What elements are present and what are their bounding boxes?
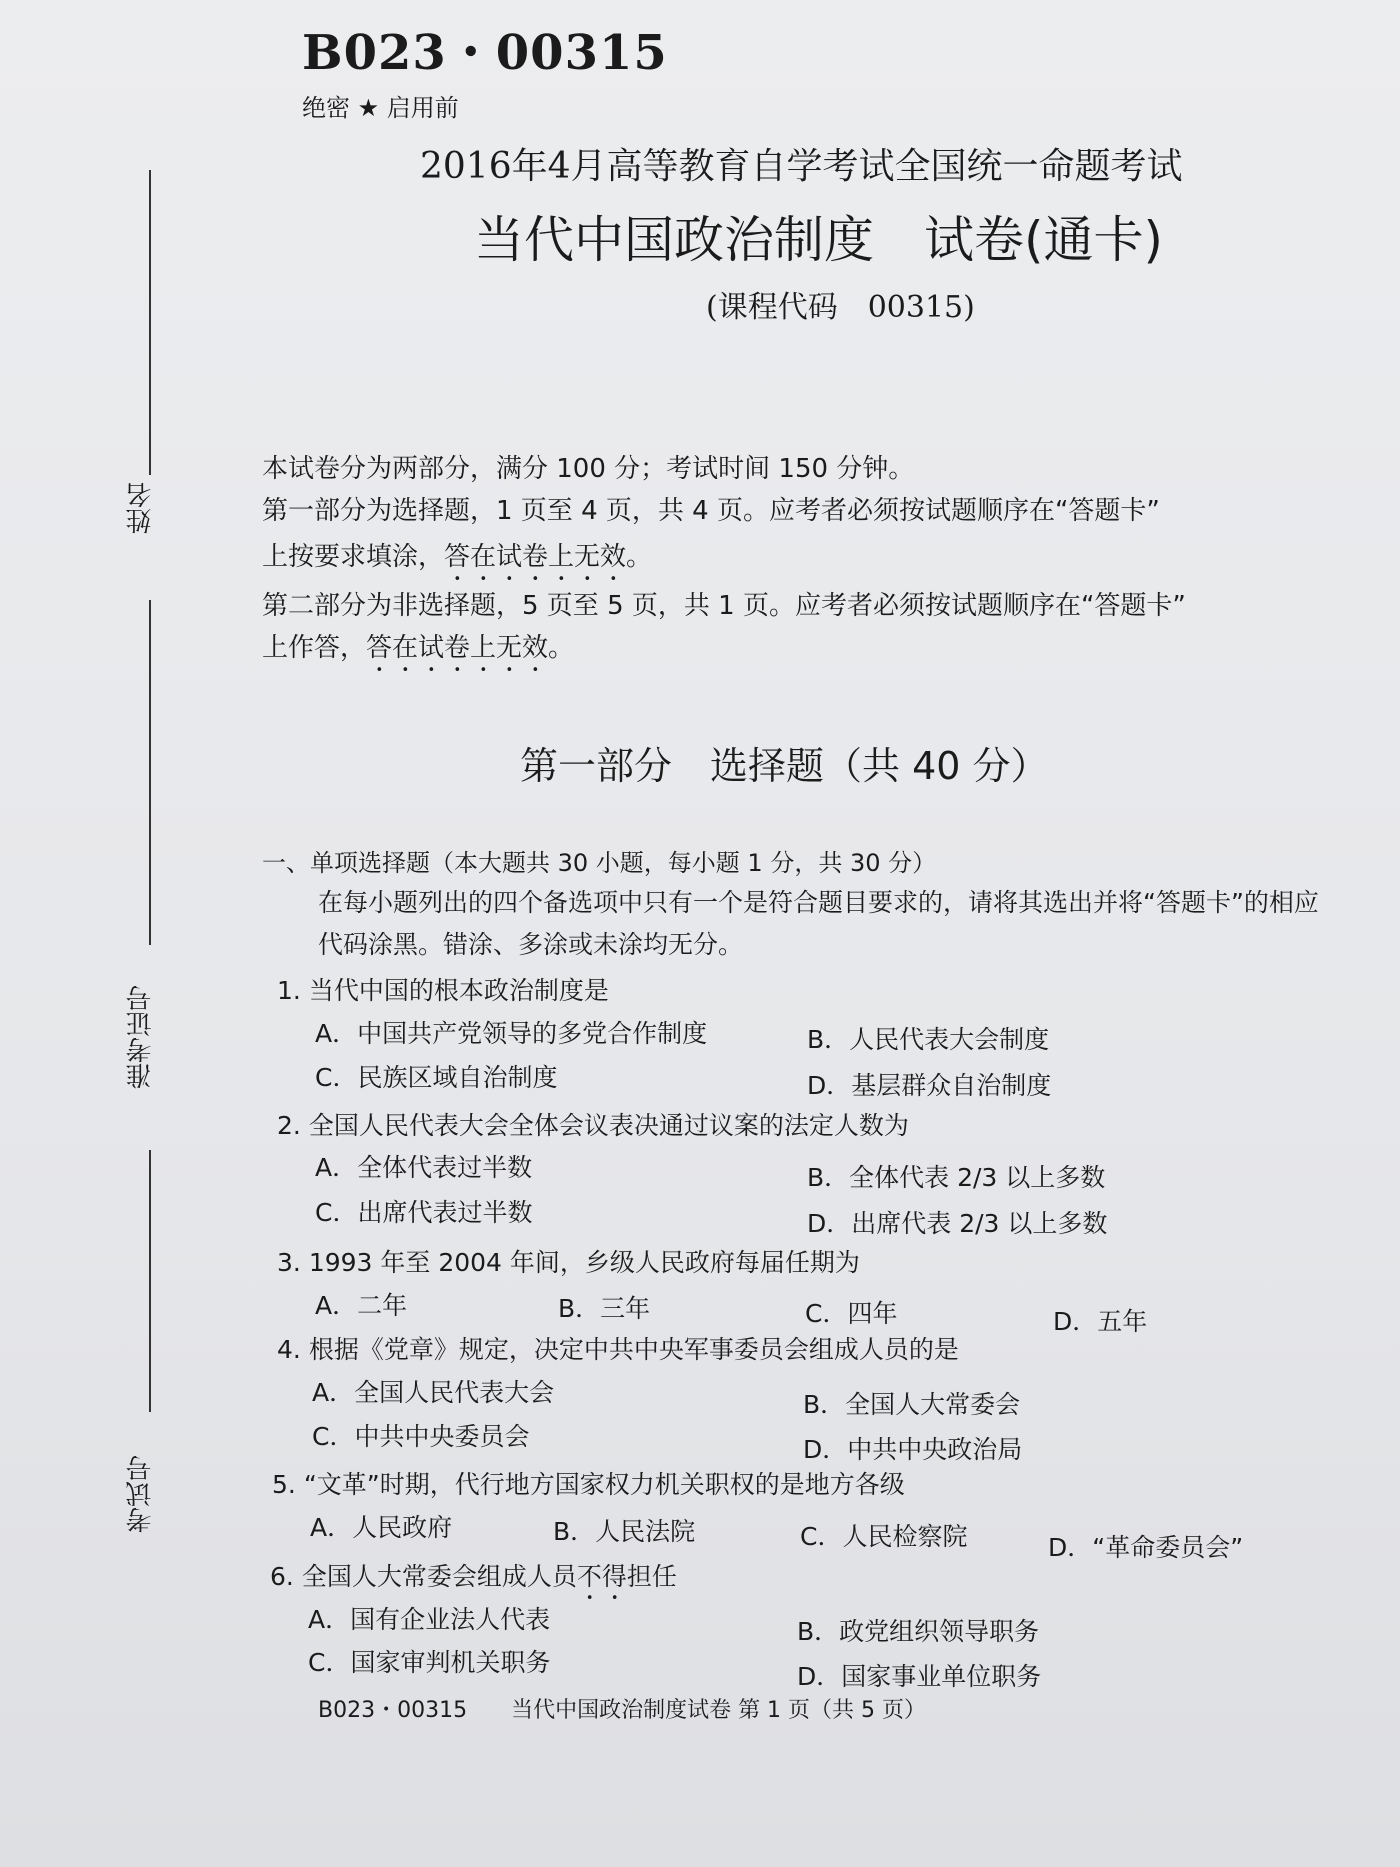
margin-label-admission-no: 准考证号 [126, 985, 156, 1089]
section-heading: 一、单项选择题（本大题共 30 小题，每小题 1 分，共 30 分） [262, 849, 937, 877]
margin-line-admission [149, 600, 151, 945]
instruction-line-1: 本试卷分为两部分，满分 100 分；考试时间 150 分钟。 [262, 454, 915, 484]
question-4-option-d: D．中共中央政治局 [803, 1435, 1023, 1464]
question-stem-emphasis: 不得 [576, 1562, 627, 1591]
question-3 [277, 1243, 860, 1279]
question-5-option-a: A．人民政府 [310, 1513, 453, 1542]
instruction-line-3-emphasis: 答在试卷上无效 [444, 542, 627, 572]
instruction-line-5-emphasis: 答在试卷上无效 [366, 633, 549, 663]
question-stem: 根据《党章》规定，决定中共中央军事委员会组成人员的是 [308, 1335, 959, 1364]
question-stem: 当代中国的根本政治制度是 [308, 976, 609, 1005]
instruction-line-3-post: 。 [626, 542, 653, 572]
instruction-line-5-pre: 上作答， [262, 633, 367, 663]
instruction-line-3-pre: 上按要求填涂， [262, 542, 445, 572]
instruction-line-5 [262, 627, 574, 678]
question-2-option-c: C．出席代表过半数 [315, 1198, 533, 1227]
margin-line-exam-no [149, 1150, 151, 1412]
question-6-option-a: A．国有企业法人代表 [308, 1605, 551, 1634]
question-2-option-d: D．出席代表 2/3 以上多数 [807, 1209, 1108, 1238]
instruction-line-4: 第二部分为非选择题，5 页至 5 页，共 1 页。应考者必须按试题顺序在“答题卡” [262, 591, 1186, 621]
question-1-option-a: A．中国共产党领导的多党合作制度 [315, 1019, 708, 1048]
question-number: 4. [277, 1335, 301, 1364]
question-number: 3. [277, 1248, 301, 1277]
question-4-option-c: C．中共中央委员会 [312, 1422, 530, 1451]
question-stem-post: 担任 [626, 1562, 677, 1591]
margin-label-exam-no: 考试号 [126, 1455, 156, 1533]
question-5 [272, 1465, 905, 1501]
exam-title: 2016年4月高等教育自学考试全国统一命题考试 [420, 146, 1183, 187]
question-number: 6. [270, 1562, 294, 1591]
question-stem: “文革”时期，代行地方国家权力机关职权的是地方各级 [303, 1470, 905, 1499]
question-6 [270, 1557, 677, 1606]
question-5-option-d: D．“革命委员会” [1048, 1533, 1244, 1562]
question-3-option-a: A．二年 [315, 1291, 408, 1320]
question-5-option-b: B．人民法院 [553, 1517, 696, 1546]
question-1 [277, 971, 609, 1007]
question-3-option-c: C．四年 [805, 1299, 898, 1328]
question-5-option-c: C．人民检察院 [800, 1522, 968, 1551]
paper-title: 当代中国政治制度 试卷(通卡) [474, 211, 1164, 269]
question-6-option-c: C．国家审判机关职务 [308, 1648, 551, 1677]
page-footer: B023・00315 当代中国政治制度试卷 第 1 页（共 5 页） [318, 1698, 927, 1723]
question-stem: 全国人民代表大会全体会议表决通过议案的法定人数为 [308, 1111, 909, 1140]
question-1-option-c: C．民族区域自治制度 [315, 1063, 558, 1092]
question-number: 2. [277, 1111, 301, 1140]
margin-line-name [149, 170, 151, 475]
paper-code: B023・00315 [302, 25, 668, 81]
question-4 [277, 1330, 959, 1366]
question-3-option-b: B．三年 [558, 1294, 651, 1323]
question-number: 1. [277, 976, 301, 1005]
question-4-option-a: A．全国人民代表大会 [312, 1378, 555, 1407]
instruction-line-2: 第一部分为选择题，1 页至 4 页，共 4 页。应考者必须按试题顺序在“答题卡” [262, 496, 1160, 526]
instruction-line-5-post: 。 [548, 633, 575, 663]
question-stem-pre: 全国人大常委会组成人员 [301, 1562, 577, 1591]
instruction-line-3 [262, 536, 652, 587]
course-code: (课程代码 00315) [706, 290, 975, 325]
question-1-option-d: D．基层群众自治制度 [807, 1071, 1052, 1100]
question-3-option-d: D．五年 [1053, 1307, 1148, 1336]
question-4-option-b: B．全国人大常委会 [803, 1390, 1021, 1419]
section-title: 第一部分 选择题（共 40 分） [520, 744, 1049, 788]
question-2-option-b: B．全体代表 2/3 以上多数 [807, 1163, 1106, 1192]
question-stem: 1993 年至 2004 年间，乡级人民政府每届任期为 [308, 1248, 860, 1277]
section-description: 在每小题列出的四个备选项中只有一个是符合题目要求的，请将其选出并将“答题卡”的相应代码涂黑。错涂、多涂或未涂均无分。 [318, 888, 1319, 959]
question-2 [277, 1106, 909, 1142]
margin-label-name: 姓名 [126, 482, 156, 534]
question-6-option-d: D．国家事业单位职务 [797, 1662, 1042, 1691]
question-number: 5. [272, 1470, 296, 1499]
question-6-option-b: B．政党组织领导职务 [797, 1617, 1040, 1646]
question-2-option-a: A．全体代表过半数 [315, 1153, 533, 1182]
secret-label: 绝密 ★ 启用前 [302, 94, 459, 122]
question-1-option-b: B．人民代表大会制度 [807, 1025, 1050, 1054]
